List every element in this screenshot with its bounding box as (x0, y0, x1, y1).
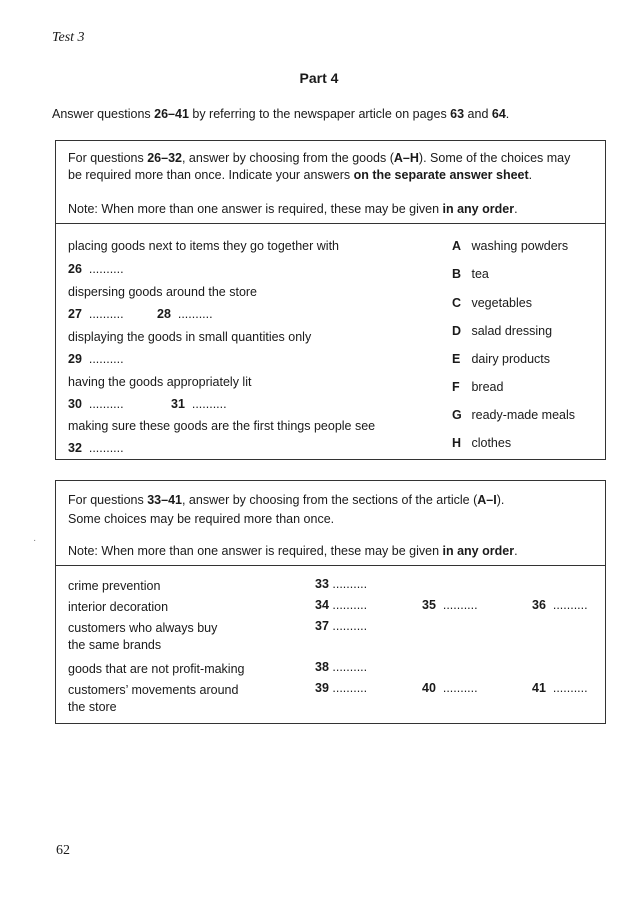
answer-39 (315, 681, 367, 695)
option-item (452, 239, 568, 253)
item-label-line2: the store (68, 700, 117, 714)
option-letter: C (452, 296, 462, 310)
blank-41: .......... (552, 681, 588, 695)
intro-page-b: 64 (491, 107, 506, 121)
answer-30 (68, 397, 124, 411)
s1-instr-c: ). Some of the choices may (418, 151, 571, 165)
s1-instr2-a: be required more than once. Indicate your answers (68, 168, 354, 182)
qnum-31: 31 (171, 397, 185, 411)
blank-31: .......... (191, 397, 227, 411)
section1-instruction-line2 (68, 168, 532, 182)
qnum-33: 33 (315, 577, 329, 591)
blank-39: .......... (332, 681, 368, 695)
section1-divider (56, 223, 605, 224)
intro-and: and (464, 107, 492, 121)
section1-instruction-line1 (68, 151, 570, 165)
margin-mark: · (33, 535, 37, 546)
intro-page-a: 63 (450, 107, 465, 121)
answer-32 (68, 441, 124, 455)
answer-34 (315, 598, 367, 612)
s2-instr-range: 33–41 (147, 493, 182, 507)
option-letter: B (452, 267, 462, 281)
s1-instr-ah: A–H (393, 151, 419, 165)
test-label: Test 3 (52, 30, 85, 45)
item-label: crime prevention (68, 579, 161, 593)
section2-divider (56, 565, 605, 566)
option-label: vegetables (471, 296, 532, 310)
s1-note-bold: in any order (442, 202, 515, 216)
blank-38: .......... (332, 660, 368, 674)
prompt-item: dispersing goods around the store (68, 285, 258, 299)
questions-33-41-box (55, 480, 606, 724)
option-item (452, 267, 489, 281)
answer-40 (422, 681, 478, 695)
item-label-line2: the same brands (68, 638, 162, 652)
answer-28 (157, 307, 213, 321)
s2-note-b: . (514, 544, 518, 558)
s1-note-a: Note: When more than one answer is required, these may be given (68, 202, 443, 216)
answer-29 (68, 352, 124, 366)
answer-38 (315, 660, 367, 674)
section2-instruction-line1 (68, 493, 504, 507)
item-label: customers who always buy (68, 621, 218, 635)
s2-instr-a: For questions (68, 493, 148, 507)
intro-suffix: . (505, 107, 510, 121)
blank-32: .......... (88, 441, 124, 455)
qnum-30: 30 (68, 397, 82, 411)
option-label: dairy products (471, 352, 550, 366)
option-label: bread (471, 380, 504, 394)
qnum-36: 36 (532, 598, 546, 612)
prompt-item: displaying the goods in small quantities only (68, 330, 312, 344)
qnum-41: 41 (532, 681, 546, 695)
item-label: interior decoration (68, 600, 169, 614)
option-item (452, 380, 503, 394)
s1-instr-range: 26–32 (147, 151, 182, 165)
part-title: Part 4 (299, 70, 339, 86)
blank-36: .......... (552, 598, 588, 612)
option-letter: F (452, 380, 460, 394)
qnum-37: 37 (315, 619, 329, 633)
blank-35: .......... (442, 598, 478, 612)
blank-33: .......... (332, 577, 368, 591)
option-letter: A (452, 239, 462, 253)
option-letter: H (452, 436, 462, 450)
qnum-32: 32 (68, 441, 82, 455)
questions-26-32-box (55, 140, 606, 460)
option-label: clothes (471, 436, 512, 450)
s1-instr-b: , answer by choosing from the goods ( (181, 151, 394, 165)
prompt-item: making sure these goods are the first things people see (68, 419, 376, 433)
s2-instr-ai: A–I (477, 493, 497, 507)
option-label: ready-made meals (471, 408, 575, 422)
section2-instruction-line2: Some choices may be required more than once. (68, 512, 335, 526)
intro-instruction (52, 107, 509, 121)
answer-26 (68, 262, 124, 276)
option-item (452, 296, 532, 310)
option-label: tea (471, 267, 489, 281)
item-label: customers’ movements around (68, 683, 239, 697)
qnum-39: 39 (315, 681, 329, 695)
prompt-item: placing goods next to items they go together with (68, 239, 339, 253)
s2-instr-b: , answer by choosing from the sections of the article ( (181, 493, 478, 507)
prompt-item: having the goods appropriately lit (68, 375, 252, 389)
answer-31 (171, 397, 227, 411)
blank-28: .......... (177, 307, 213, 321)
qnum-27: 27 (68, 307, 82, 321)
option-item (452, 436, 511, 450)
answer-41 (532, 681, 588, 695)
qnum-29: 29 (68, 352, 82, 366)
qnum-35: 35 (422, 598, 436, 612)
option-item (452, 324, 552, 338)
answer-27 (68, 307, 124, 321)
answer-33 (315, 577, 367, 591)
qnum-34: 34 (315, 598, 329, 612)
item-label: goods that are not profit-making (68, 662, 245, 676)
s1-instr2-bold: on the separate answer sheet (353, 168, 529, 182)
s2-instr-c: ). (496, 493, 505, 507)
page-number: 62 (56, 843, 70, 858)
qnum-38: 38 (315, 660, 329, 674)
option-letter: E (452, 352, 461, 366)
option-item (452, 408, 575, 422)
blank-37: .......... (332, 619, 368, 633)
blank-40: .......... (442, 681, 478, 695)
answer-35 (422, 598, 478, 612)
answer-36 (532, 598, 588, 612)
intro-range: 26–41 (154, 107, 189, 121)
blank-26: .......... (88, 262, 124, 276)
blank-27: .......... (88, 307, 124, 321)
section2-note (68, 544, 518, 558)
answer-37 (315, 619, 367, 633)
s1-instr2-b: . (528, 168, 533, 182)
qnum-40: 40 (422, 681, 436, 695)
qnum-26: 26 (68, 262, 82, 276)
option-letter: D (452, 324, 462, 338)
s2-note-bold: in any order (442, 544, 515, 558)
s1-instr-a: For questions (68, 151, 148, 165)
s1-note-b: . (514, 202, 518, 216)
qnum-28: 28 (157, 307, 171, 321)
s2-note-a: Note: When more than one answer is required, these may be given (68, 544, 443, 558)
option-item (452, 352, 550, 366)
intro-middle: by referring to the newspaper article on pages (188, 107, 451, 121)
blank-34: .......... (332, 598, 368, 612)
intro-prefix: Answer questions (52, 107, 155, 121)
section1-note (68, 202, 518, 216)
blank-30: .......... (88, 397, 124, 411)
option-letter: G (452, 408, 462, 422)
option-label: salad dressing (471, 324, 553, 338)
option-label: washing powders (471, 239, 569, 253)
blank-29: .......... (88, 352, 124, 366)
